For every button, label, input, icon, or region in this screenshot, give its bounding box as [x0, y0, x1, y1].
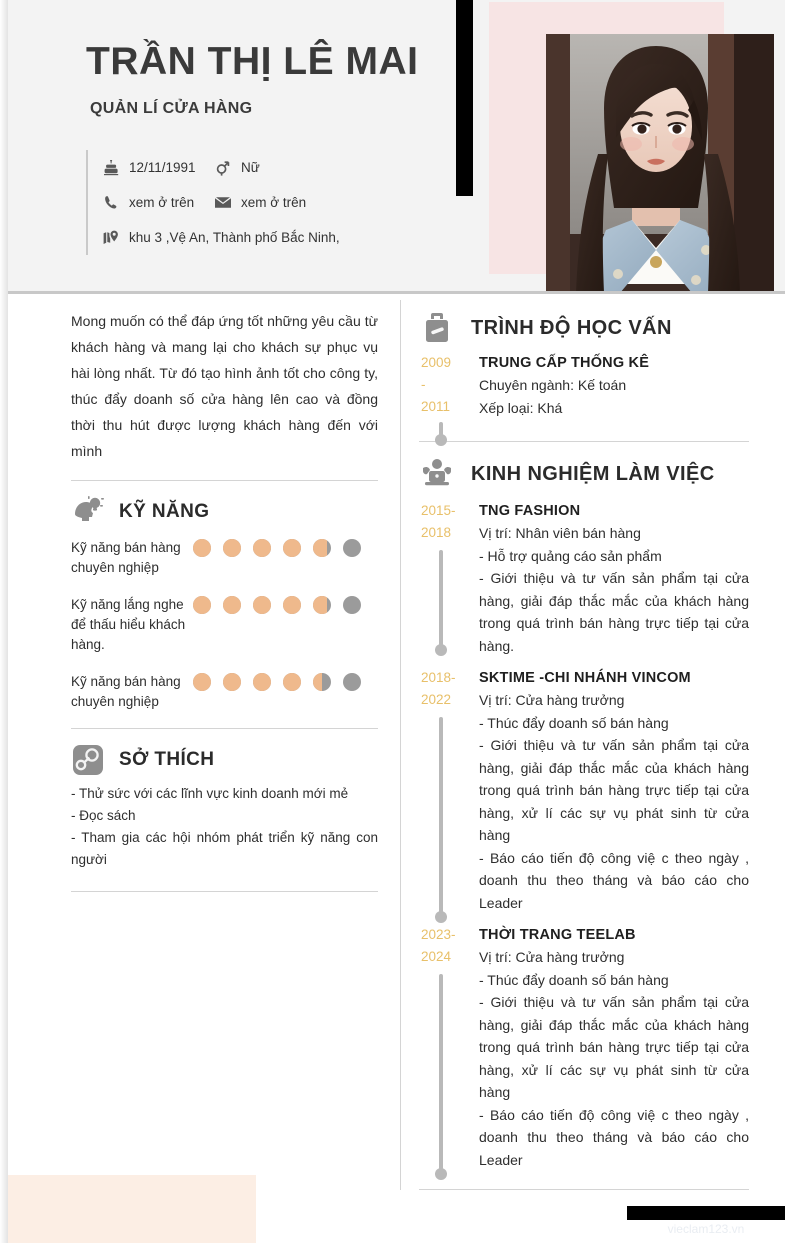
- experience-entry-years: [419, 924, 479, 1171]
- experience-entry-body: [479, 924, 749, 1171]
- skill-rating: [193, 592, 361, 614]
- skill-dot: [343, 539, 361, 557]
- person-laptop-icon: [419, 456, 455, 492]
- experience-entry-title: SKTIME -CHI NHÁNH VINCOM: [479, 670, 691, 686]
- skill-dot-fill: [193, 539, 211, 557]
- skill-dot: [223, 539, 241, 557]
- skill-dot-fill: [193, 673, 211, 691]
- year-start: 2018-: [421, 670, 456, 685]
- skill-rating: [193, 669, 361, 691]
- contact-gender-text: Nữ: [241, 160, 260, 175]
- experience-entry: [419, 500, 749, 657]
- year-start: 2023-: [421, 927, 456, 942]
- skill-dot: [343, 596, 361, 614]
- experience-entry-line: Vị trí: Nhân viên bán hàng: [479, 525, 641, 541]
- timeline-line: [439, 717, 443, 913]
- timeline-line: [439, 974, 443, 1170]
- divider: [71, 480, 378, 481]
- contact-row: [100, 185, 436, 220]
- experience-entry-line: - Giới thiệu và tư vấn sản phẩm tại cửa hàng, giải đáp thắc mắc của khách hàng trong quá trình bán hàng trực tiếp tại cửa hàng.: [479, 570, 749, 654]
- skill-dot-fill: [313, 673, 322, 691]
- experience-entry-line: - Hỗ trợ quảng cáo sản phẩm: [479, 547, 662, 564]
- skill-dot-fill: [193, 596, 211, 614]
- list-item: [71, 669, 378, 712]
- experience-entry-line: Vị trí: Cửa hàng trưởng: [479, 692, 625, 708]
- contact-address: [100, 230, 340, 246]
- footer-accent-bar: [627, 1206, 785, 1220]
- hobbies-section-title: SỞ THÍCH: [119, 749, 215, 770]
- skill-dot: [193, 539, 211, 557]
- list-item: [71, 592, 378, 655]
- map-pin-icon: [100, 230, 122, 246]
- divider: [419, 441, 749, 442]
- skill-dot-fill: [313, 539, 327, 557]
- skill-dot-fill: [283, 673, 301, 691]
- experience-entry-line: - Báo cáo tiến độ công việ c theo ngày , doanh thu theo tháng và báo cáo cho Leader: [479, 849, 749, 911]
- experience-section-title: KINH NGHIỆM LÀM VIỆC: [471, 462, 715, 485]
- timeline-dot: [435, 1168, 447, 1180]
- year-start: 2009: [421, 355, 452, 370]
- experience-entry-line: - Thúc đẩy doanh số bán hàng: [479, 971, 669, 988]
- skill-label: Kỹ năng bán hàng chuyên nghiệp: [71, 674, 181, 709]
- skills-section-header: [71, 495, 400, 529]
- education-section-header: [419, 310, 785, 346]
- skills-section-title: KỸ NĂNG: [119, 501, 210, 522]
- year-end: 2011: [421, 399, 451, 414]
- skill-dot-fill: [283, 539, 301, 557]
- skill-rating: [193, 535, 361, 557]
- education-entry: [419, 352, 749, 419]
- contact-row: [100, 220, 436, 255]
- gender-icon: [212, 160, 234, 176]
- skill-dot: [343, 673, 361, 691]
- skill-label: Kỹ năng bán hàng chuyên nghiệp: [71, 540, 181, 575]
- cake-icon: [100, 160, 122, 176]
- experience-section-header: [419, 456, 785, 492]
- contact-block: [86, 150, 436, 255]
- hobbies-list: [71, 783, 378, 871]
- skill-dot-fill: [253, 673, 271, 691]
- summary-text: Mong muốn có thể đáp ứng tốt những yêu cầu từ khách hàng và mang lại cho khách sự phục vụ hài lòng nhất. Từ đó tạo hình ảnh tốt cho công ty, thúc đẩy doanh số cửa hàng lên cao và đồng thời thu hút được lượng khách hàng đến với mình: [71, 313, 378, 459]
- experience-entry-title: TNG FASHION: [479, 503, 581, 519]
- skill-dot: [223, 596, 241, 614]
- skill-label: Kỹ năng lắng nghe để thấu hiểu khách hàng.: [71, 597, 186, 652]
- contact-phone-text: xem ở trên: [129, 195, 195, 210]
- education-entry-title: TRUNG CẤP THỐNG KÊ: [479, 355, 650, 371]
- education-section-title: TRÌNH ĐỘ HỌC VẤN: [471, 316, 672, 339]
- skill-dot: [313, 673, 331, 691]
- education-entry-body: [479, 352, 749, 419]
- experience-entry-years: [419, 667, 479, 914]
- contact-email: [212, 195, 306, 210]
- skill-dot: [193, 673, 211, 691]
- hobby-icon: [71, 743, 105, 777]
- skill-dot: [253, 539, 271, 557]
- contact-address-text: khu 3 ,Vệ An, Thành phố Bắc Ninh,: [129, 230, 340, 245]
- divider: [71, 728, 378, 729]
- skill-dot-fill: [223, 596, 241, 614]
- hobbies-section-header: [71, 743, 400, 777]
- skill-dot: [283, 596, 301, 614]
- footer-peach-block: [8, 1175, 256, 1243]
- skill-dot-fill: [283, 596, 301, 614]
- skill-dot: [283, 539, 301, 557]
- list-item: - Thử sức với các lĩnh vực kinh doanh mới mẻ: [71, 786, 349, 801]
- experience-entry: [419, 924, 749, 1171]
- timeline-line: [439, 550, 443, 646]
- experience-entry: [419, 667, 749, 914]
- timeline-dot: [435, 911, 447, 923]
- divider: [71, 891, 378, 892]
- skill-dot: [193, 596, 211, 614]
- skill-dot-fill: [223, 673, 241, 691]
- year-end: 2018: [421, 525, 452, 540]
- year-start: 2015-: [421, 503, 456, 518]
- year-end: 2024: [421, 949, 452, 964]
- email-icon: [212, 197, 234, 209]
- skills-list: [71, 535, 378, 712]
- education-entry-line: Chuyên ngành: Kế toán: [479, 377, 627, 393]
- year-end: 2022: [421, 692, 452, 707]
- experience-entry-line: - Giới thiệu và tư vấn sản phẩm tại cửa hàng, giải đáp thắc mắc của khách hàng trong quá trình bán hàng trực tiếp tại cửa hàng, xử lí các sự vụ phát sinh từ cửa hàng: [479, 994, 749, 1100]
- experience-entry-title: THỜI TRANG TEELAB: [479, 927, 636, 943]
- page-left-edge: [0, 0, 8, 1243]
- education-entry-line: Xếp loại: Khá: [479, 399, 563, 416]
- experience-entry-body: [479, 500, 749, 657]
- avatar: [546, 34, 774, 293]
- contact-phone: [100, 195, 212, 210]
- timeline-dot: [435, 434, 447, 446]
- skill-dot: [283, 673, 301, 691]
- education-entry-years: [419, 352, 479, 419]
- skill-dot: [253, 673, 271, 691]
- list-item: - Đọc sách: [71, 808, 136, 823]
- cv-header: [8, 0, 785, 293]
- experience-entry-line: - Giới thiệu và tư vấn sản phẩm tại cửa hàng, giải đáp thắc mắc của khách hàng trong quá trình bán hàng trực tiếp tại cửa hàng, xử lí các sự vụ phát sinh từ cửa hàng: [479, 737, 749, 843]
- experience-entry-line: - Thúc đẩy doanh số bán hàng: [479, 714, 669, 731]
- header-accent-bar: [456, 0, 473, 196]
- skill-dot: [313, 596, 331, 614]
- divider: [419, 1189, 749, 1190]
- skill-dot: [223, 673, 241, 691]
- header-divider: [8, 291, 785, 294]
- watermark: vieclam123.vn: [667, 1222, 745, 1236]
- contact-gender: [212, 160, 260, 176]
- skill-dot-fill: [253, 539, 271, 557]
- experience-entry-body: [479, 667, 749, 914]
- left-column: [8, 300, 400, 892]
- contact-email-text: xem ở trên: [241, 195, 307, 210]
- briefcase-icon: [419, 310, 455, 346]
- page-title: TRẦN THỊ LÊ MAI: [86, 40, 419, 83]
- skill-dot: [253, 596, 271, 614]
- skill-dot-fill: [253, 596, 271, 614]
- skill-dot: [313, 539, 331, 557]
- right-column: [401, 300, 785, 1190]
- contact-row: [100, 150, 436, 185]
- experience-entry-line: - Báo cáo tiến độ công việ c theo ngày , doanh thu theo tháng và báo cáo cho Leader: [479, 1106, 749, 1168]
- skill-dot-fill: [313, 596, 327, 614]
- skill-dot-fill: [223, 539, 241, 557]
- list-item: - Tham gia các hội nhóm phát triển kỹ năng con người: [71, 830, 378, 867]
- contact-birthdate-text: 12/11/1991: [129, 160, 196, 175]
- phone-icon: [100, 195, 122, 210]
- timeline-dot: [435, 644, 447, 656]
- job-title: QUẢN LÍ CỬA HÀNG: [90, 100, 253, 117]
- head-idea-icon: [71, 495, 105, 529]
- list-item: [71, 535, 378, 578]
- experience-entry-line: Vị trí: Cửa hàng trưởng: [479, 949, 625, 965]
- contact-birthdate: [100, 160, 212, 176]
- experience-entry-years: [419, 500, 479, 657]
- year-dash: -: [421, 377, 426, 392]
